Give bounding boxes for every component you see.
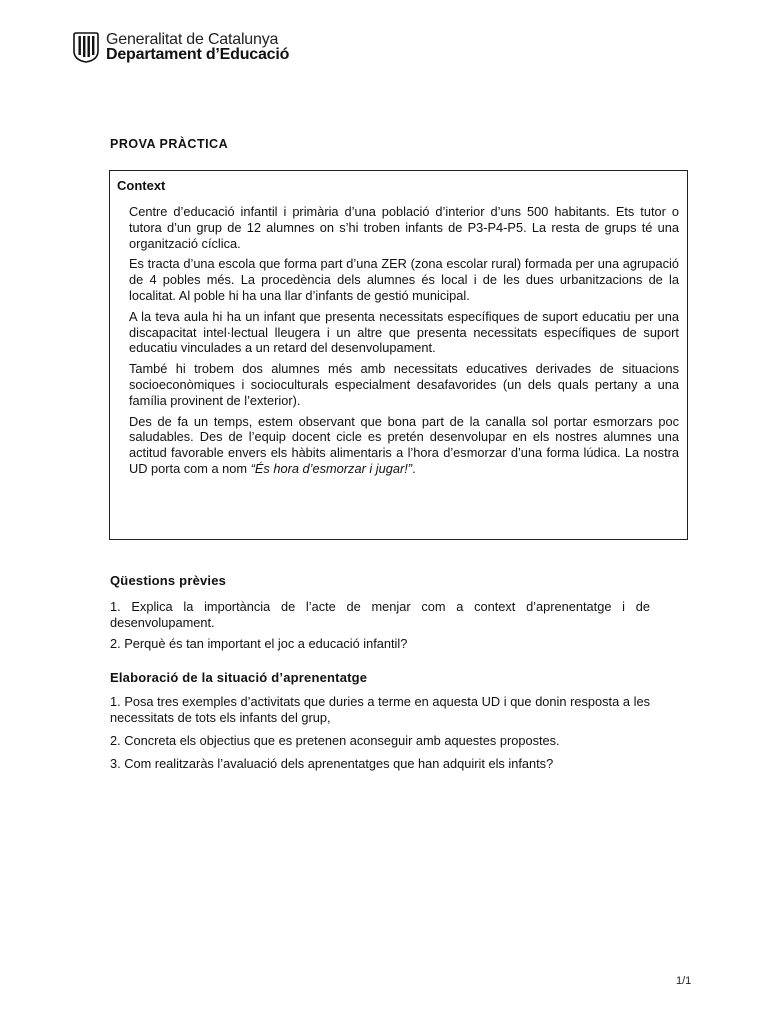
context-paragraph-5 <box>129 414 679 477</box>
page-number: 1/1 <box>676 975 692 987</box>
context-box <box>109 170 688 540</box>
context-paragraph-4: També hi trobem dos alumnes més amb necessitats educatives derivades de situacions socioeconòmiques i socioculturals especialment desafavorides (un dels quals pertany a una família provinent de l’exterior). <box>129 361 679 408</box>
context-heading: Context <box>117 178 166 193</box>
elaboration-heading: Elaboració de la situació d’aprenentatge <box>110 670 368 685</box>
header <box>73 31 289 63</box>
context-body <box>117 204 679 477</box>
elaboration-item-1: 1. Posa tres exemples d’activitats que duries a terme en aquesta UD i que donin resposta a les necessitats de tots els infants del grup, <box>110 694 650 725</box>
context-paragraph-1: Centre d’educació infantil i primària d’una població d’interior d’uns 500 habitants. Ets tutor o tutora d’un grup de 12 alumnes on s’hi troben infants de P3-P4-P5. La resta de grups té una organització cíclica. <box>129 204 679 251</box>
elaboration-item-2: 2. Concreta els objectius que es pretenen aconseguir amb aquestes propostes. <box>110 733 560 748</box>
generalitat-logo-icon <box>73 31 99 63</box>
question-1: 1. Explica la importància de l’acte de menjar com a context d’aprenentatge i de desenvolupament. <box>110 599 650 630</box>
context-paragraph-2: Es tracta d’una escola que forma part d’una ZER (zona escolar rural) formada per una agrupació de 4 pobles més. La procedència dels alumnes és local i de les dues urbanitzacions de la localitat. Al poble hi ha una llar d’infants de gestió municipal. <box>129 256 679 303</box>
context-paragraph-5-end: . <box>412 460 416 476</box>
unit-name: “És hora d’esmorzar i jugar!” <box>250 460 413 476</box>
questions-heading: Qüestions prèvies <box>110 573 227 588</box>
context-paragraph-5-main: Des de fa un temps, estem observant que bona part de la canalla sol portar esmorzars poc saludables. Des de l’equip docent cicle es pretén desenvolupar en els nostres alumnes una actitud favorable envers els hàbits alimentaris a l’hora d’esmorzar d’una forma lúdica. La nostra UD porta com a nom <box>129 413 679 476</box>
page-title: PROVA PRÀCTICA <box>110 137 229 151</box>
question-2: 2. Perquè és tan important el joc a educació infantil? <box>110 636 408 651</box>
org-name: Generalitat de Catalunya <box>106 31 279 48</box>
elaboration-item-3: 3. Com realitzaràs l’avaluació dels aprenentatges que han adquirit els infants? <box>110 756 554 771</box>
department-name: Departament d’Educació <box>106 46 290 63</box>
context-paragraph-3: A la teva aula hi ha un infant que presenta necessitats específiques de suport educatiu per una discapacitat intel·lectual lleugera i un altre que presenta necessitats específiques de suport educatiu vinculades a un retard del desenvolupament. <box>129 308 679 356</box>
